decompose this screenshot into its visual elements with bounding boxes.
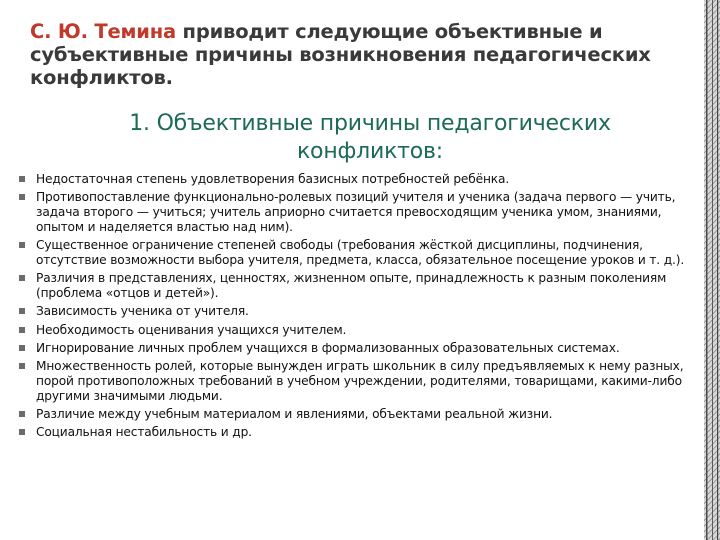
list-item-text: Противопоставление функционально-ролевых позиций учителя и ученика (задача первого — учить, задача второго — учиться; учитель априорно считается превосходящим ученика умом, знаниями, опытом и наделяется властью над ним). (36, 190, 676, 234)
square-bullet-icon (19, 345, 25, 351)
list-item-text: Необходимость оценивания учащихся учителем. (36, 322, 347, 337)
bullet-list (18, 172, 698, 444)
list-item-text: Зависимость ученика от учителя. (36, 304, 249, 319)
square-bullet-icon (19, 275, 25, 281)
list-item (18, 341, 698, 356)
list-item-text: Различие между учебным материалом и явлениями, объектами реальной жизни. (36, 407, 553, 422)
list-item (18, 323, 698, 338)
title-author: С. Ю. Темина (30, 20, 176, 43)
list-item (18, 359, 698, 403)
square-bullet-icon (19, 194, 25, 200)
list-item (18, 172, 698, 187)
list-item (18, 304, 698, 319)
list-item-text: Недостаточная степень удовлетворения базисных потребностей ребёнка. (36, 172, 510, 186)
list-item-text: Существенное ограничение степеней свободы (требования жёсткой дисциплины, подчинения, отсутствие возможности выбора учителя, предмета, класса, обязательное посещение уроков и т. д.). (36, 238, 685, 267)
square-bullet-icon (19, 411, 25, 417)
section-heading: 1. Объективные причины педагогических конфликтов: (129, 111, 611, 164)
list-item-text: Различия в представлениях, ценностях, жизненном опыте, принадлежность к разным поколениям (проблема «отцов и детей»). (36, 271, 667, 301)
list-item (18, 190, 698, 234)
square-bullet-icon (19, 242, 25, 248)
square-bullet-icon (19, 429, 25, 435)
square-bullet-icon (19, 308, 25, 314)
square-bullet-icon (19, 363, 25, 369)
list-item (18, 238, 698, 268)
list-item-text: Множественность ролей, которые вынужден играть школьник в силу предъявляемых к нему разных, порой противоположных требований в учебном учреждении, родителями, товарищами, какими-либо другими значимыми людьми. (36, 359, 684, 403)
square-bullet-icon (19, 176, 25, 182)
title-text: приводит следующие объективные и субъективные причины возникновения педагогических конфликтов. (30, 20, 651, 89)
list-item (18, 271, 698, 301)
list-item-text: Социальная нестабильность и др. (36, 425, 252, 440)
decorative-edge-texture (698, 0, 720, 540)
list-item (18, 407, 698, 422)
list-item (18, 425, 698, 440)
square-bullet-icon (19, 327, 25, 333)
list-item-text: Игнорирование личных проблем учащихся в формализованных образовательных системах. (36, 340, 620, 355)
slide-title (30, 20, 695, 89)
